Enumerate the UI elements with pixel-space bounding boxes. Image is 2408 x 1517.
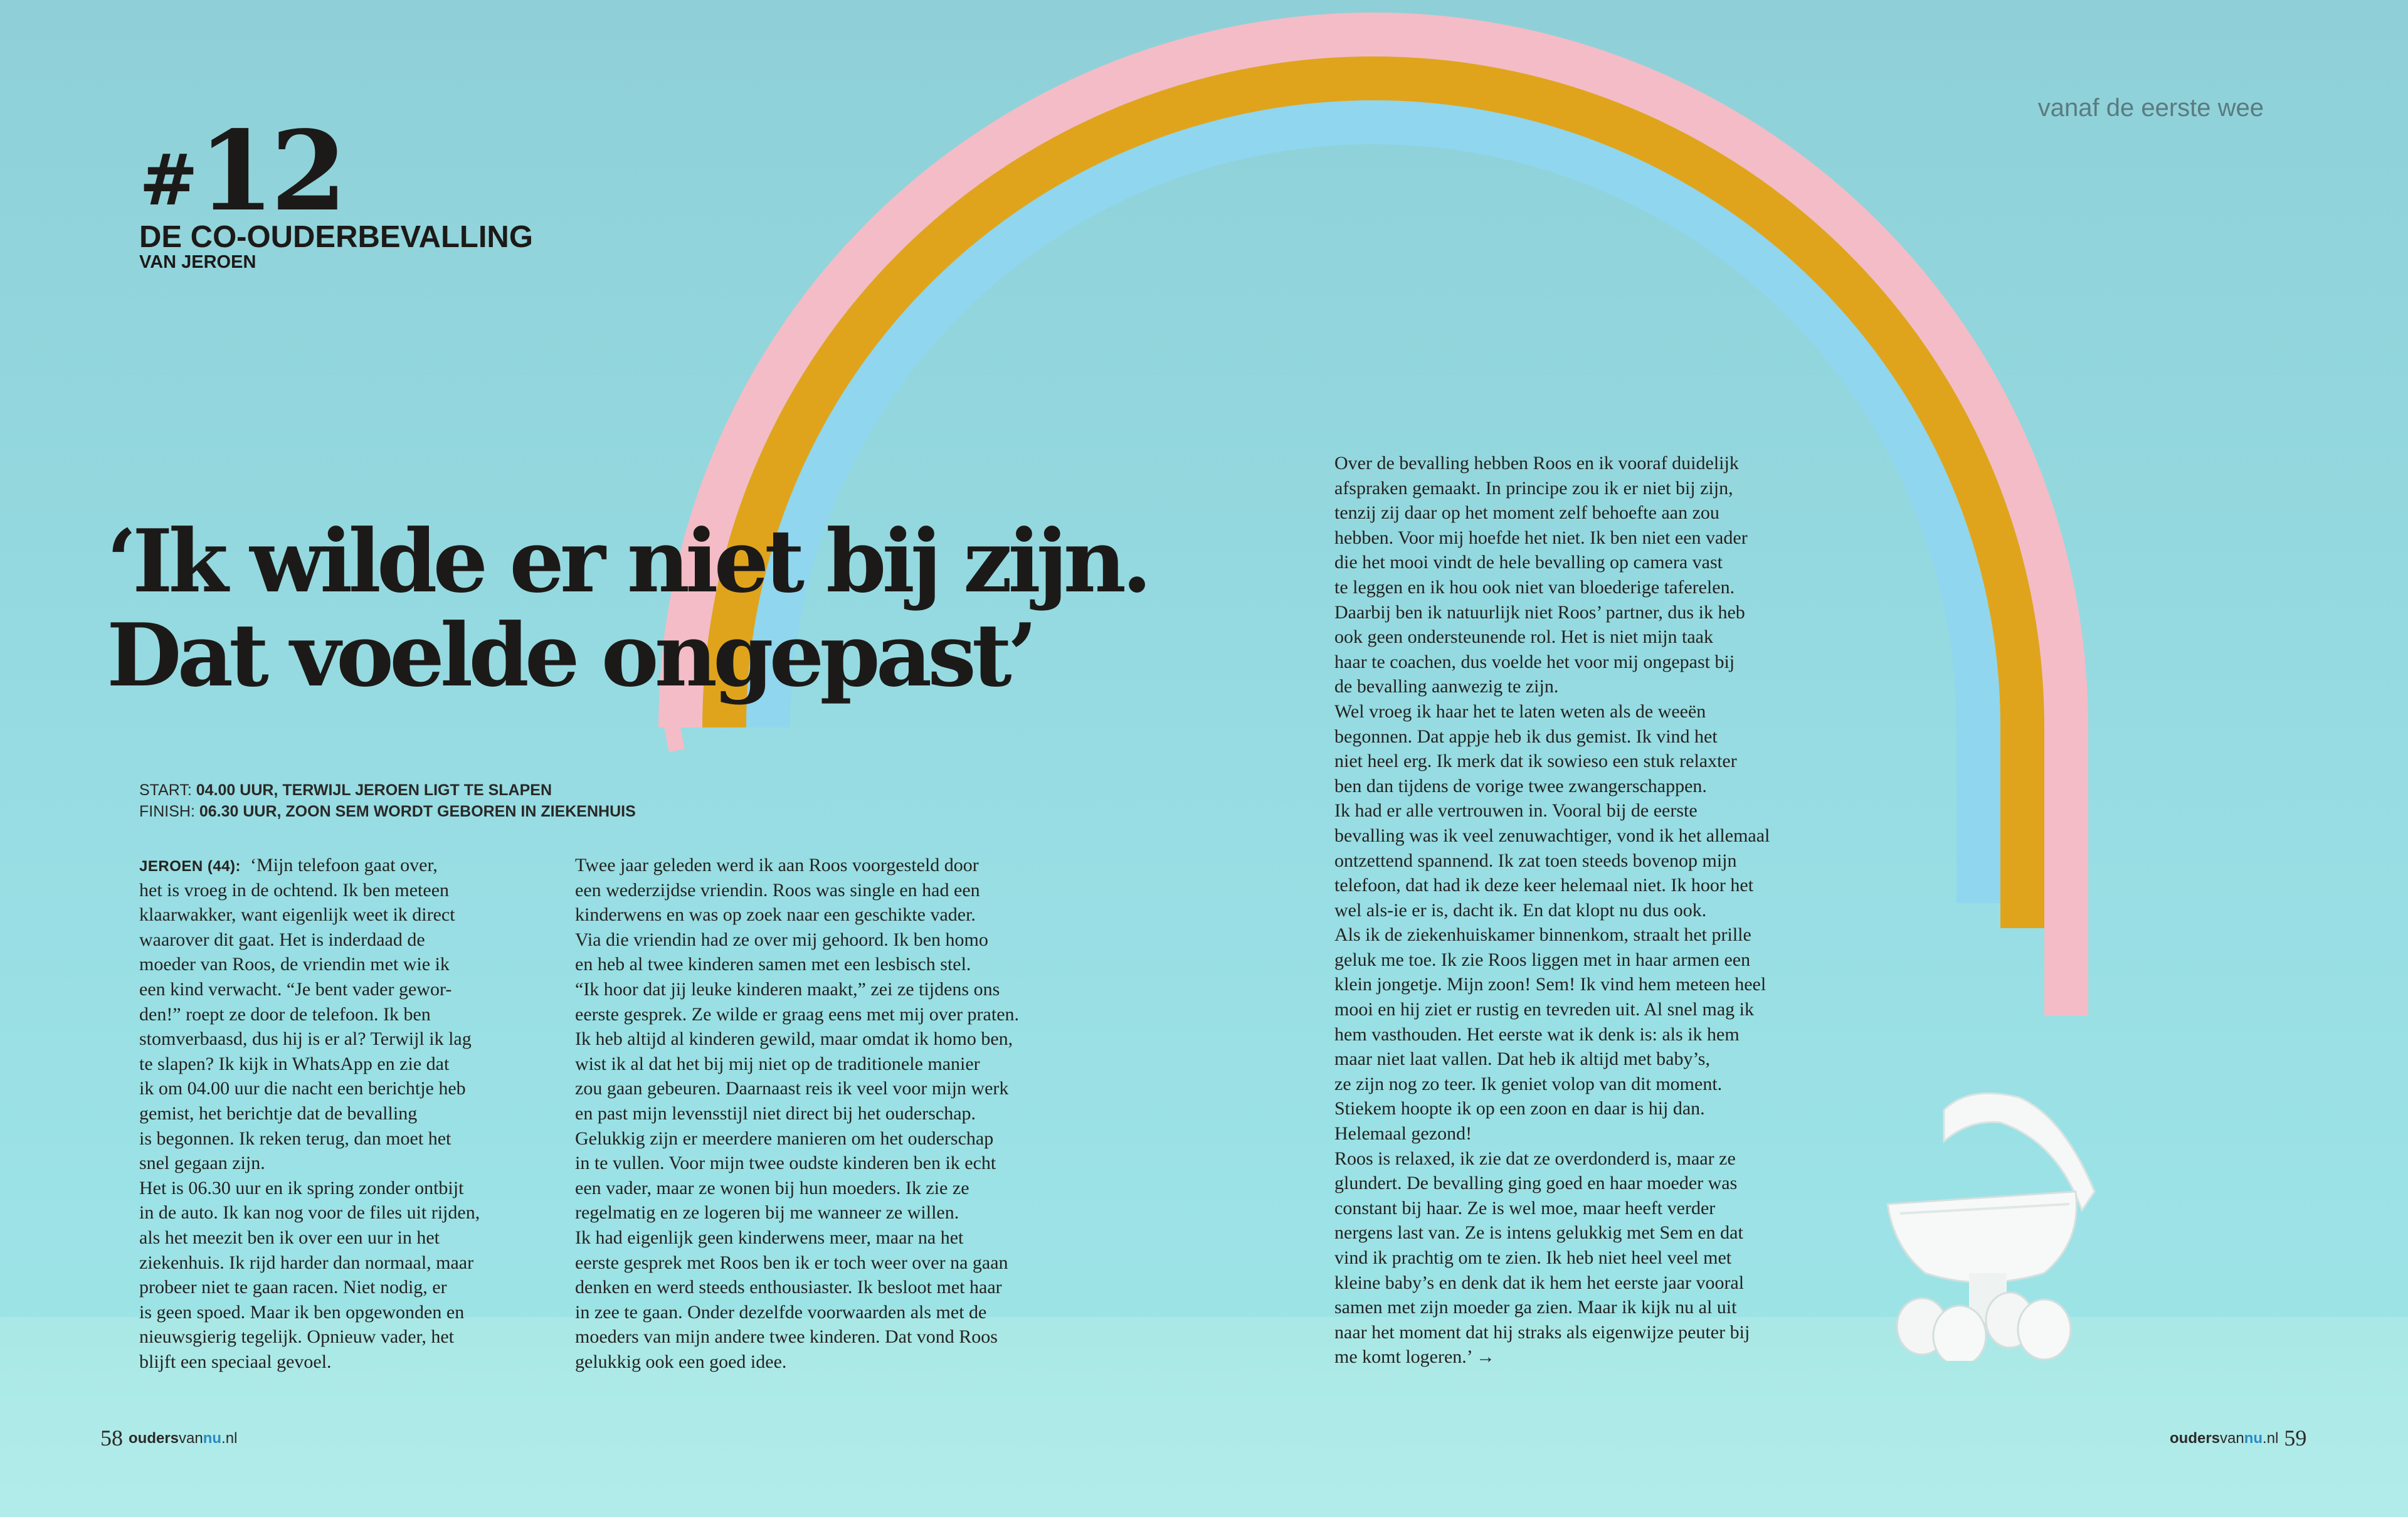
text-line: Wel vroeg ik haar het te laten weten als de weeën [1334, 700, 1706, 722]
text-line: te leggen en ik hou ook niet van bloederige taferelen. [1334, 576, 1735, 598]
text-line: die het mooi vindt de hele bevalling op camera vast [1334, 552, 1723, 573]
text-line: telefoon, dat had ik deze keer helemaal niet. Ik hoor het [1334, 875, 1754, 896]
text-line: geluk me toe. Ik zie Roos liggen met in haar armen een [1334, 949, 1751, 970]
text-line: ziekenhuis. Ik rijd harder dan normaal, maar [139, 1252, 474, 1273]
text-line: eerste gesprek met Roos ben ik er toch weer over na gaan [575, 1252, 1008, 1273]
text-line: me komt logeren.’ → [1334, 1346, 1496, 1368]
meta-start-label: START: [139, 781, 196, 799]
text-line: een vader, maar ze wonen bij hun moeders. Ik zie ze [575, 1177, 969, 1198]
text-line: bevalling was ik veel zenuwachtiger, vond ik het allemaal [1334, 825, 1770, 846]
text-line: naar het moment dat hij straks als eigenwijze peuter bij [1334, 1321, 1750, 1343]
text-line: Over de bevalling hebben Roos en ik vooraf duidelijk [1334, 453, 1739, 473]
article-lead: JEROEN (44): [139, 858, 241, 875]
text-line: kinderwens en was op zoek naar een geschikte vader. [575, 904, 976, 926]
text-line: Als ik de ziekenhuiskamer binnenkom, straalt het prille [1334, 924, 1751, 946]
text-line: Twee jaar geleden werd ik aan Roos voorgesteld door [575, 855, 979, 875]
text-line: nieuwsgierig tegelijk. Opnieuw vader, het [139, 1326, 454, 1348]
brand-logo-left: oudersvannu.nl [129, 1430, 238, 1447]
meta-start [139, 780, 829, 801]
right-page-number: 59 [2284, 1425, 2307, 1451]
text-line: “Ik hoor dat jij leuke kinderen maakt,” zei ze tijdens ons [575, 978, 1000, 1000]
meta-finish [139, 801, 829, 822]
text-line: wel als-ie er is, dacht ik. En dat klopt nu dus ook. [1334, 899, 1707, 921]
text-line: mooi en hij ziet er rustig en tevreden uit. Al snel mag ik [1334, 999, 1755, 1020]
text-line: Roos is relaxed, ik zie dat ze overdonderd is, maar ze [1334, 1148, 1736, 1169]
text-line: hem vasthouden. Het eerste wat ik denk is: als ik hem [1334, 1023, 1740, 1045]
issue-subtitle: VAN JEROEN [139, 252, 256, 272]
brand-logo-right: oudersvannu.nl [2170, 1430, 2279, 1447]
pram-wheel [2018, 1299, 2071, 1360]
text-line: is geen spoed. Maar ik ben opgewonden en [139, 1301, 465, 1323]
article-column-3 [1334, 451, 1836, 1370]
text-line: eerste gesprek. Ze wilde er graag eens met mij over praten. [575, 1003, 1020, 1025]
text-line: een kind verwacht. “Je bent vader gewor- [139, 978, 452, 1000]
section-label: vanaf de eerste wee [2037, 94, 2264, 122]
text-line: niet heel erg. Ik merk dat ik sowieso een stuk relaxter [1334, 751, 1737, 772]
text-line: Via die vriendin had ze over mij gehoord. Ik ben homo [575, 929, 988, 950]
text-line: afspraken gemaakt. In principe zou ik er niet bij zijn, [1334, 477, 1733, 499]
issue-title: DE CO-OUDERBEVALLING [139, 220, 533, 254]
text-line: ook geen ondersteunende rol. Het is niet mijn taak [1334, 626, 1713, 648]
text-line: is begonnen. Ik reken terug, dan moet het [139, 1128, 452, 1149]
text-line: ben dan tijdens de vorige twee zwangerschappen. [1334, 775, 1707, 796]
footer-right [2170, 1425, 2306, 1451]
text-line: de bevalling aanwezig te zijn. [1334, 676, 1559, 697]
text-line: ze zijn nog zo teer. Ik geniet volop van dit moment. [1334, 1073, 1723, 1094]
text-line: kleine baby’s en denk dat ik hem het eerste jaar vooral [1334, 1272, 1745, 1293]
text-line: maar niet laat vallen. Dat heb ik altijd met baby’s, [1334, 1049, 1710, 1070]
article-column-2 [575, 853, 1077, 1374]
meta-start-value: 04.00 UUR, TERWIJL JEROEN LIGT TE SLAPEN [196, 781, 552, 799]
pram-wheel [1933, 1306, 1986, 1361]
headline-line-2: Dat voelde ongepast’ [107, 604, 1033, 706]
text-line: moeder van Roos, de vriendin met wie ik [139, 954, 450, 975]
footer-left [100, 1425, 237, 1451]
issue-number-value: 12 [198, 107, 344, 236]
text-line: in zee te gaan. Onder dezelfde voorwaarden als met de [575, 1301, 987, 1323]
text-line: ontzettend spannend. Ik zat toen steeds bovenop mijn [1334, 850, 1737, 871]
text-line: den!” roept ze door de telefoon. Ik ben [139, 1003, 431, 1025]
text-line: begonnen. Dat appje heb ik dus gemist. Ik vind het [1334, 726, 1718, 747]
text-line: ik om 04.00 uur die nacht een berichtje heb [139, 1078, 466, 1099]
meta-finish-label: FINISH: [139, 803, 199, 820]
text-line: een wederzijdse vriendin. Roos was single en had een [575, 879, 980, 901]
text-line: probeer niet te gaan racen. Niet nodig, er [139, 1277, 447, 1298]
text-line: het is vroeg in de ochtend. Ik ben meteen [139, 879, 450, 901]
article-column-1 [139, 853, 641, 1374]
text-line: te slapen? Ik kijk in WhatsApp en zie dat [139, 1053, 450, 1074]
text-line: Ik had er alle vertrouwen in. Vooral bij de eerste [1334, 800, 1698, 822]
text-line: Gelukkig zijn er meerdere manieren om het ouderschap [575, 1128, 994, 1149]
headline-line-1: ‘Ik wilde er niet bij zijn. [107, 510, 1148, 612]
text-line: in te vullen. Voor mijn twee oudste kinderen ben ik echt [575, 1153, 996, 1174]
text-line: Helemaal gezond! [1334, 1123, 1472, 1144]
text-line: in de auto. Ik kan nog voor de files uit rijden, [139, 1202, 480, 1224]
text-line: constant bij haar. Ze is wel moe, maar heeft verder [1334, 1197, 1716, 1218]
text-line: als het meezit ben ik over een uur in het [139, 1227, 440, 1248]
text-line: zou gaan gebeuren. Daarnaast reis ik veel voor mijn werk [575, 1078, 1009, 1099]
headline [107, 510, 1148, 706]
text-line: regelmatig en ze logeren bij me wanneer ze willen. [575, 1202, 959, 1224]
text-line: Stiekem hoopte ik op een zoon en daar is hij dan. [1334, 1098, 1705, 1119]
text-line: vind ik prachtig om te zien. Ik heb niet heel veel met [1334, 1247, 1732, 1268]
text-line: nergens last van. Ze is intens gelukkig met Sem en dat [1334, 1222, 1743, 1244]
text-line-content: ‘Mijn telefoon gaat over, [250, 855, 438, 875]
meta-finish-value: 06.30 UUR, ZOON SEM WORDT GEBOREN IN ZIEKENHUIS [199, 803, 636, 820]
rainbow-pink-end [665, 727, 680, 731]
issue-number [139, 107, 344, 236]
text-line: gemist, het berichtje dat de bevalling [139, 1102, 418, 1124]
issue-hash: # [139, 139, 198, 221]
text-line: denken en werd steeds enthousiaster. Ik besloot met haar [575, 1277, 1002, 1298]
text-line: klaarwakker, want eigenlijk weet ik direct [139, 904, 455, 926]
text-line: klein jongetje. Mijn zoon! Sem! Ik vind hem meteen heel [1334, 974, 1766, 995]
text-line: Daarbij ben ik natuurlijk niet Roos’ partner, dus ik heb [1334, 601, 1745, 623]
left-page-number: 58 [100, 1425, 123, 1451]
text-line: en heb al twee kinderen samen met een lesbisch stel. [575, 954, 971, 975]
text-line: Het is 06.30 uur en ik spring zonder ontbijt [139, 1177, 464, 1198]
text-line: gelukkig ook een goed idee. [575, 1351, 787, 1372]
text-line: samen met zijn moeder ga zien. Maar ik kijk nu al uit [1334, 1297, 1737, 1318]
text-line: waarover dit gaat. Het is inderdaad de [139, 929, 425, 950]
paper-pram-illustration [1875, 1085, 2126, 1361]
text-line: en past mijn levensstijl niet direct bij het ouderschap. [575, 1102, 976, 1124]
text-line: hebben. Voor mij hoefde het niet. Ik ben niet een vader [1334, 527, 1748, 548]
text-line: snel gegaan zijn. [139, 1153, 265, 1174]
text-line: blijft een speciaal gevoel. [139, 1351, 332, 1372]
text-line: Ik heb altijd al kinderen gewild, maar omdat ik homo ben, [575, 1028, 1013, 1050]
text-line: tenzij zij daar op het moment zelf behoefte aan zou [1334, 502, 1719, 524]
text-line: moeders van mijn andere twee kinderen. Dat vond Roos [575, 1326, 998, 1348]
text-line: stomverbaasd, dus hij is er al? Terwijl ik lag [139, 1028, 472, 1050]
text-line [139, 853, 641, 878]
text-line: haar te coachen, dus voelde het voor mij ongepast bij [1334, 651, 1735, 672]
text-line: glundert. De bevalling ging goed en haar moeder was [1334, 1173, 1738, 1194]
text-line: Ik had eigenlijk geen kinderwens meer, maar na het [575, 1227, 964, 1248]
text-line: wist ik al dat het bij mij niet op de traditionele manier [575, 1053, 980, 1074]
